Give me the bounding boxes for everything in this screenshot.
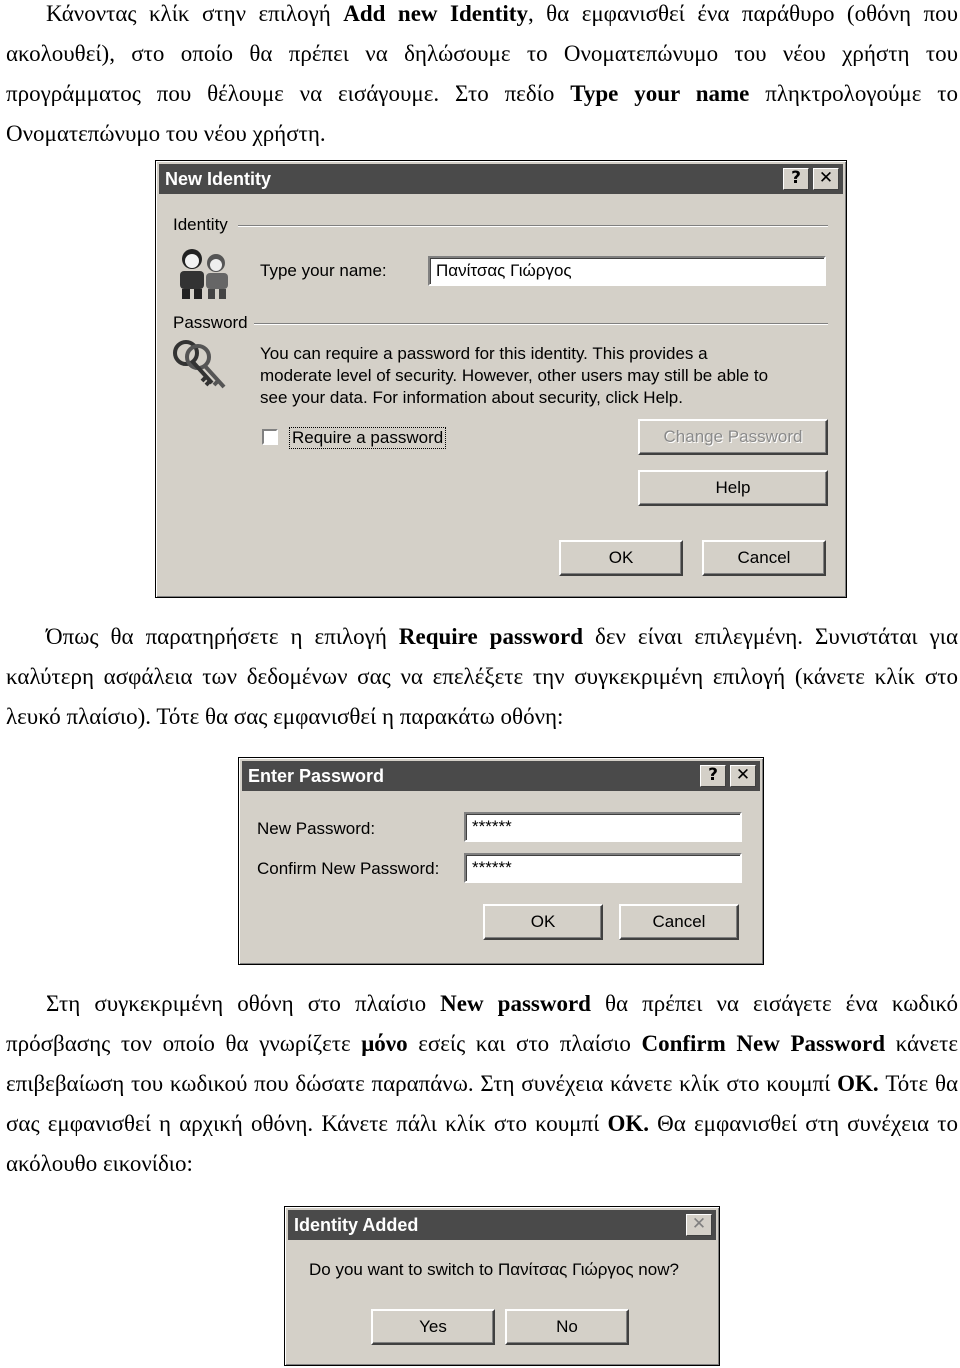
yes-button[interactable]: Yes	[371, 1309, 495, 1345]
title-bar	[288, 1210, 716, 1240]
text-run: Όπως θα παρατηρήσετε η επιλογή	[46, 624, 399, 649]
bold-term-new-password: New password	[440, 991, 591, 1016]
change-password-button[interactable]: Change Password	[638, 419, 828, 455]
dialog-title: Enter Password	[248, 766, 385, 786]
text-run: εσείς και στο πλαίσιο	[407, 1031, 642, 1056]
cancel-button[interactable]: Cancel	[702, 540, 826, 576]
bold-term-require-password: Require password	[398, 624, 583, 649]
help-button[interactable]: Help	[638, 470, 828, 506]
new-password-paragraph	[6, 984, 958, 1184]
info-line: see your data. For information about security, click Help.	[260, 388, 683, 407]
require-password-paragraph	[6, 617, 958, 737]
no-button[interactable]: No	[505, 1309, 629, 1345]
bold-term-confirm-new-password: Confirm New Password	[641, 1031, 885, 1056]
text-run: δεν είναι επιλεγμένη. Συνιστάται για καλύτερη ασφάλεια των δεδομένων σας να επελέξετε την συγκεκριμένη επιλογή (κάνετε κλίκ στο λευκό πλαίσιο). Τότε θα σας εμφανισθεί η παρακάτω οθόνη:	[6, 624, 958, 729]
text-run: Θα εμφανισθεί στη συνέχεια το ακόλουθο εικονίδιο:	[6, 1111, 958, 1176]
help-title-button[interactable]: ?	[700, 765, 726, 787]
title-bar	[159, 164, 843, 194]
bold-term-ok: OK.	[607, 1111, 649, 1136]
group-divider	[254, 323, 828, 325]
text-run: Κάνοντας κλίκ στην επιλογή	[46, 1, 344, 26]
name-input[interactable]: Πανίτσας Γιώργος	[428, 256, 826, 286]
text-run: πληκτρολογούμε το Ονοματεπώνυμο του νέου χρήστη.	[6, 81, 958, 146]
bold-term-ok: OK.	[837, 1071, 879, 1096]
text-run: , θα εμφανισθεί ένα παράθυρο (οθόνη που ακολουθεί), στο οποίο θα πρέπει να δηλώσουμε το Ονοματεπώνυμο του νέου χρήστη του προγράμματος που θέλουμε να εισάγουμε. Στο πεδίο	[6, 1, 958, 106]
bold-term-type-your-name: Type your name	[570, 81, 750, 106]
switch-identity-message: Do you want to switch to Πανίτσας Γιώργος now?	[309, 1260, 679, 1279]
password-group-label: Password	[173, 313, 248, 332]
ok-button[interactable]: OK	[483, 904, 603, 940]
info-line: You can require a password for this identity. This provides a	[260, 344, 708, 363]
text-run: θα πρέπει να εισάγετε ένα κωδικό πρόσβασης τον οποίο θα γνωρίζετε	[6, 991, 958, 1056]
bold-term-add-new-identity: Add new Identity	[343, 1, 528, 26]
help-title-button[interactable]: ?	[783, 168, 809, 190]
identity-added-dialog	[284, 1206, 720, 1366]
new-identity-dialog	[155, 160, 847, 598]
cancel-button[interactable]: Cancel	[619, 904, 739, 940]
keys-icon	[172, 339, 230, 391]
info-line: moderate level of security. However, other users may still be able to	[260, 366, 769, 385]
text-run: Στη συγκεκριμένη οθόνη στο πλαίσιο	[46, 991, 441, 1016]
require-password-checkbox[interactable]	[262, 429, 278, 445]
name-label: Type your name:	[260, 261, 387, 280]
text-run: κάνετε επιβεβαίωση του κωδικού που δώσατε παραπάνω. Στη συνέχεια κάνετε κλίκ στο κουμπί	[6, 1031, 958, 1096]
confirm-password-input[interactable]: ******	[464, 853, 742, 883]
people-icon	[172, 245, 234, 301]
new-password-label: New Password:	[257, 819, 376, 838]
title-bar	[242, 761, 760, 791]
close-button[interactable]: ✕	[686, 1214, 712, 1236]
dialog-title: New Identity	[165, 169, 272, 189]
dialog-title: Identity Added	[294, 1215, 419, 1235]
security-info-text	[260, 343, 768, 409]
intro-paragraph	[6, 0, 958, 154]
text-run: Τότε θα σας εμφανισθεί η αρχική οθόνη. Κάνετε πάλι κλίκ στο κουμπί	[6, 1071, 959, 1136]
identity-group-label: Identity	[173, 215, 228, 234]
close-button[interactable]: ✕	[813, 168, 839, 190]
ok-button[interactable]: OK	[559, 540, 683, 576]
confirm-password-label: Confirm New Password:	[257, 859, 440, 878]
bold-term-only: μόνο	[361, 1031, 408, 1056]
require-password-label[interactable]: Require a password	[289, 427, 446, 449]
new-password-input[interactable]: ******	[464, 812, 742, 842]
enter-password-dialog	[238, 757, 764, 965]
group-divider	[238, 225, 828, 227]
close-button[interactable]: ✕	[730, 765, 756, 787]
